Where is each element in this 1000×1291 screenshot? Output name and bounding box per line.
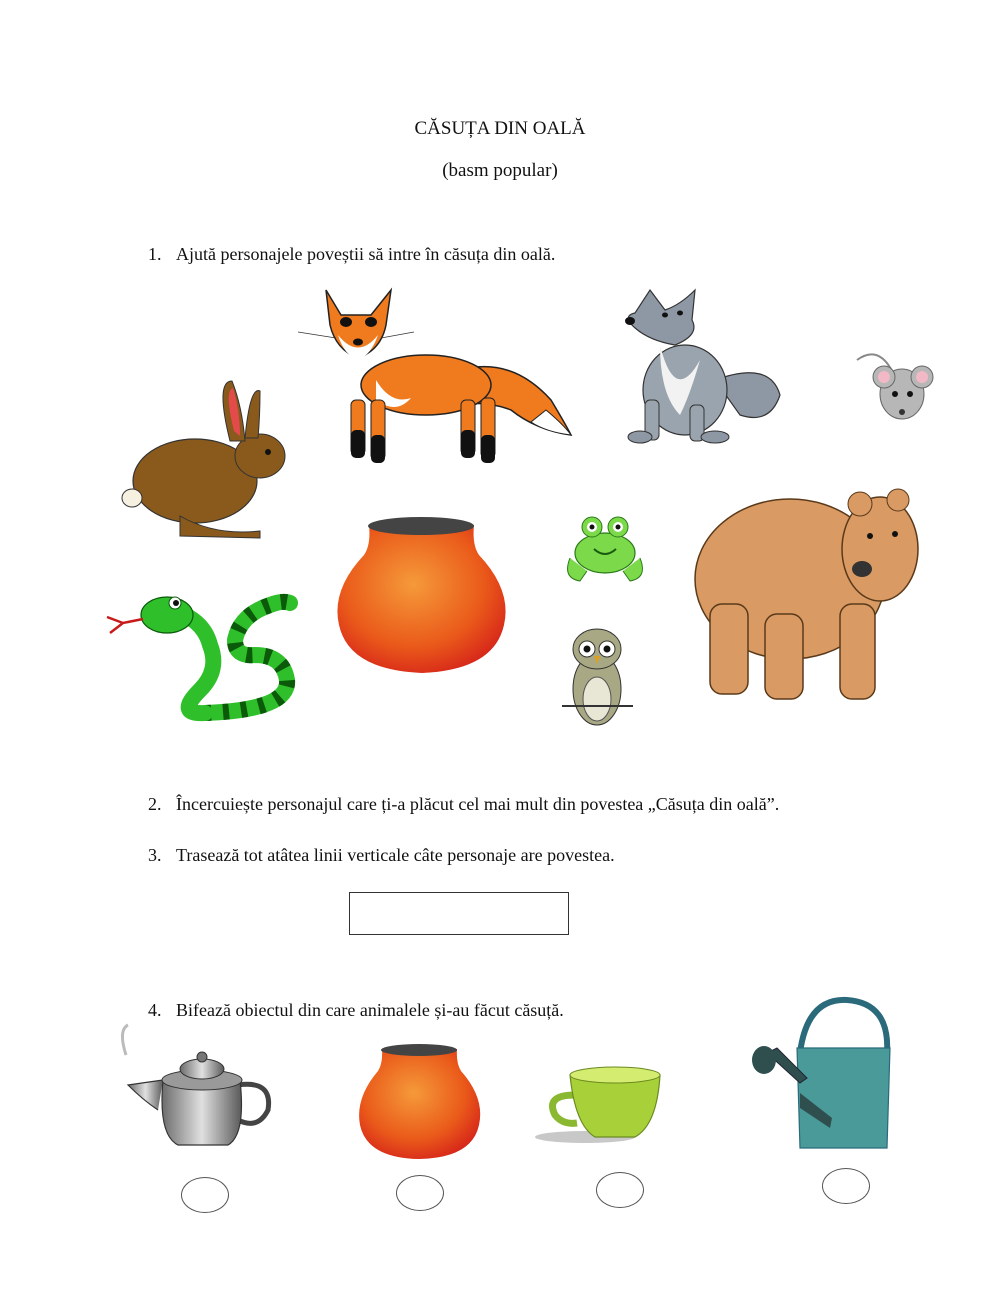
pot-option-icon[interactable]: [357, 1043, 482, 1161]
checkbox-teapot[interactable]: [181, 1177, 229, 1213]
pot-icon[interactable]: [334, 515, 509, 675]
cup-icon[interactable]: [535, 1065, 665, 1145]
question-2-text: Încercuiește personajul care ți-a plăcut cel mai mult din povestea „Căsuța din oală”.: [176, 794, 780, 814]
question-3: [148, 845, 615, 866]
answer-box[interactable]: [349, 892, 569, 935]
teapot-icon[interactable]: [118, 1025, 273, 1155]
question-2-number: 2.: [148, 794, 162, 814]
owl-icon[interactable]: [560, 624, 635, 739]
question-1-number: 1.: [148, 244, 162, 264]
question-4-text: Bifează obiectul din care animalele și-au făcut căsuță.: [176, 1000, 564, 1020]
hare-icon[interactable]: [120, 376, 290, 541]
watering-can-icon[interactable]: [752, 998, 894, 1153]
checkbox-cup[interactable]: [596, 1172, 644, 1208]
question-4: [148, 1000, 564, 1021]
page-subtitle: (basm popular): [442, 160, 558, 181]
snake-icon[interactable]: [105, 585, 295, 720]
page-title: CĂSUȚA DIN OALĂ: [414, 118, 586, 139]
checkbox-pot[interactable]: [396, 1175, 444, 1211]
question-1: [148, 244, 555, 265]
checkbox-watering-can[interactable]: [822, 1168, 870, 1204]
question-2: [148, 794, 779, 815]
fox-icon[interactable]: [296, 280, 576, 470]
mouse-icon[interactable]: [852, 342, 942, 427]
frog-icon[interactable]: [562, 513, 648, 585]
question-1-text: Ajută personajele poveștii să intre în căsuța din oală.: [176, 244, 556, 264]
question-4-number: 4.: [148, 1000, 162, 1020]
bear-icon[interactable]: [690, 464, 925, 704]
question-3-number: 3.: [148, 845, 162, 865]
question-3-text: Trasează tot atâtea linii verticale câte personaje are povestea.: [176, 845, 615, 865]
wolf-icon[interactable]: [620, 285, 785, 445]
